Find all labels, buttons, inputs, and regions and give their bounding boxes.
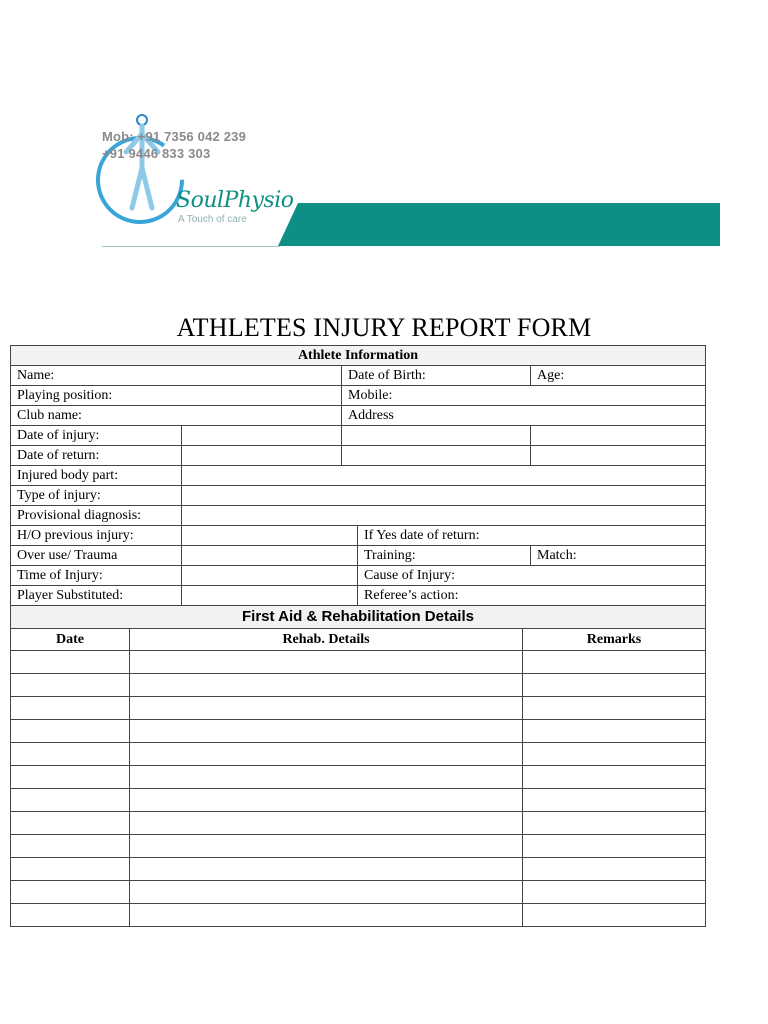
date-of-return-value[interactable] [182,446,342,466]
date-of-return-extra2[interactable] [531,446,706,466]
provisional-diagnosis-label: Provisional diagnosis: [11,506,182,526]
date-of-injury-label: Date of injury: [11,426,182,446]
details-cell[interactable] [130,720,523,743]
overuse-trauma-value[interactable] [182,546,358,566]
club-name-field[interactable]: Club name: [11,406,342,426]
remarks-cell[interactable] [523,674,706,697]
date-of-return-extra[interactable] [342,446,531,466]
table-row [11,697,706,720]
date-of-return-label: Date of return: [11,446,182,466]
date-cell[interactable] [11,697,130,720]
details-cell[interactable] [130,743,523,766]
remarks-cell[interactable] [523,651,706,674]
details-cell[interactable] [130,858,523,881]
type-of-injury-value[interactable] [182,486,706,506]
phone-number-2: +91 9446 833 303 [102,146,211,161]
table-row [11,674,706,697]
phone-number-1: Mob: +91 7356 042 239 [102,129,247,144]
playing-position-field[interactable]: Playing position: [11,386,342,406]
rehabilitation-table [10,605,706,927]
date-of-injury-value[interactable] [182,426,342,446]
athlete-information-table [10,345,706,606]
brand-name: SoulPhysio [176,188,294,213]
date-cell[interactable] [11,835,130,858]
details-cell[interactable] [130,651,523,674]
type-of-injury-label: Type of injury: [11,486,182,506]
details-cell[interactable] [130,766,523,789]
date-cell[interactable] [11,743,130,766]
date-cell[interactable] [11,881,130,904]
mobile-field[interactable]: Mobile: [342,386,706,406]
table-row [11,743,706,766]
remarks-cell[interactable] [523,743,706,766]
injury-report-form [10,345,705,927]
table-row [11,766,706,789]
table-row [11,904,706,927]
previous-injury-label: H/O previous injury: [11,526,182,546]
table-row [11,881,706,904]
details-cell[interactable] [130,881,523,904]
table-row [11,789,706,812]
date-of-injury-extra2[interactable] [531,426,706,446]
remarks-cell[interactable] [523,789,706,812]
table-row [11,835,706,858]
player-substituted-label: Player Substituted: [11,586,182,606]
overuse-trauma-label: Over use/ Trauma [11,546,182,566]
date-cell[interactable] [11,651,130,674]
details-cell[interactable] [130,904,523,927]
table-row [11,858,706,881]
remarks-cell[interactable] [523,812,706,835]
brand-tagline: A Touch of care [178,214,247,225]
form-title: ATHLETES INJURY REPORT FORM [176,313,592,342]
if-yes-date-of-return-field[interactable]: If Yes date of return: [358,526,706,546]
previous-injury-value[interactable] [182,526,358,546]
date-cell[interactable] [11,766,130,789]
time-of-injury-label: Time of Injury: [11,566,182,586]
remarks-cell[interactable] [523,766,706,789]
address-field[interactable]: Address [342,406,706,426]
remarks-cell[interactable] [523,835,706,858]
date-of-injury-extra[interactable] [342,426,531,446]
name-field[interactable]: Name: [11,366,342,386]
injured-body-part-value[interactable] [182,466,706,486]
physio-figure-logo-icon [96,108,186,238]
rehab-heading: First Aid & Rehabilitation Details [11,606,706,629]
details-cell[interactable] [130,812,523,835]
col-header-date: Date [11,629,130,651]
remarks-cell[interactable] [523,720,706,743]
training-field[interactable]: Training: [358,546,531,566]
date-cell[interactable] [11,674,130,697]
remarks-cell[interactable] [523,904,706,927]
date-cell[interactable] [11,789,130,812]
match-field[interactable]: Match: [531,546,706,566]
dob-field[interactable]: Date of Birth: [342,366,531,386]
player-substituted-value[interactable] [182,586,358,606]
details-cell[interactable] [130,697,523,720]
date-cell[interactable] [11,720,130,743]
date-cell[interactable] [11,858,130,881]
date-cell[interactable] [11,812,130,835]
athlete-info-heading: Athlete Information [11,346,706,366]
details-cell[interactable] [130,835,523,858]
injured-body-part-label: Injured body part: [11,466,182,486]
details-cell[interactable] [130,789,523,812]
table-row [11,812,706,835]
date-cell[interactable] [11,904,130,927]
referees-action-field[interactable]: Referee’s action: [358,586,706,606]
time-of-injury-value[interactable] [182,566,358,586]
provisional-diagnosis-value[interactable] [182,506,706,526]
col-header-remarks: Remarks [523,629,706,651]
remarks-cell[interactable] [523,697,706,720]
col-header-rehab-details: Rehab. Details [130,629,523,651]
remarks-cell[interactable] [523,881,706,904]
letterhead [0,0,768,260]
age-field[interactable]: Age: [531,366,706,386]
remarks-cell[interactable] [523,858,706,881]
cause-of-injury-field[interactable]: Cause of Injury: [358,566,706,586]
table-row [11,720,706,743]
details-cell[interactable] [130,674,523,697]
table-row [11,651,706,674]
